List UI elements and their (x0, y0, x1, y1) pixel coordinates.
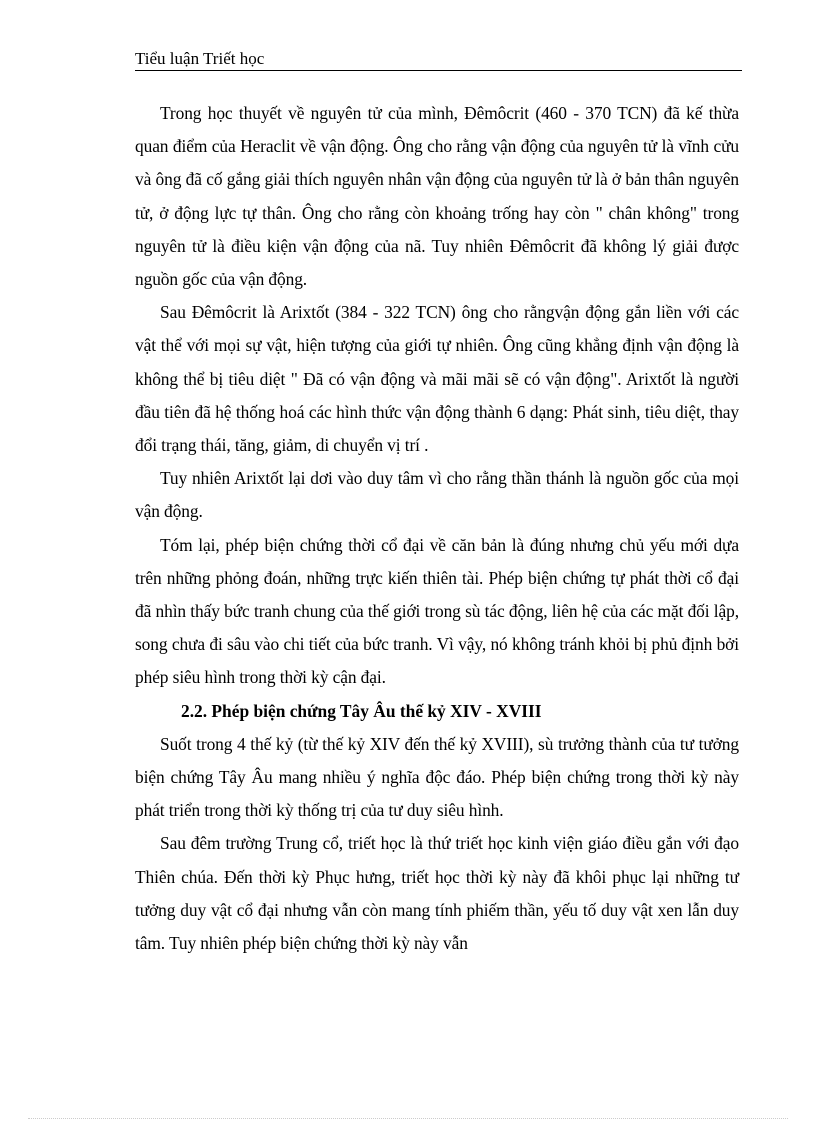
header-title: Tiểu luận Triết học (135, 49, 265, 68)
page-header (135, 48, 742, 71)
page-bottom-border (28, 1118, 788, 1119)
paragraph-aristotle: Sau Đêmôcrit là Arixtốt (384 - 322 TCN) ông cho rằngvận động gắn liền với các vật thể với mọi sự vật, hiện tượng của giới tự nhiên. Ông cũng khẳng định vận động là không thể bị tiêu diệt " Đã có vận động và mãi mãi sẽ có vận động". Arixtốt là người đầu tiên đã hệ thống hoá các hình thức vận động thành 6 dạng: Phát sinh, tiêu diệt, thay đổi trạng thái, tăng, giảm, di chuyển vị trí . (135, 302, 739, 456)
paragraph-democritus: Trong học thuyết về nguyên tử của mình, Đêmôcrit (460 - 370 TCN) đã kế thừa quan điểm của Heraclit về vận động. Ông cho rằng vận động của nguyên tử là vĩnh cửu và ông đã cố gắng giải thích nguyên nhân vận động của nguyên tử là ở bản thân nguyên tử, ở động lực tự thân. Ông cho rằng còn khoảng trống hay còn " chân không" trong nguyên tử là điều kiện vận động của nã. Tuy nhiên Đêmôcrit đã không lý giải được nguồn gốc của vận động. (135, 103, 739, 290)
paragraph-aristotle-idealism: Tuy nhiên Arixtốt lại dơi vào duy tâm vì cho rằng thần thánh là nguồn gốc của mọi vận động. (135, 468, 739, 522)
paragraph-renaissance: Sau đêm trường Trung cổ, triết học là thứ triết học kinh viện giáo điều gắn với đạo Thiên chúa. Đến thời kỳ Phục hưng, triết học thời kỳ này đã khôi phục lại những tư tưởng duy vật cổ đại nhưng vẫn còn mang tính phiếm thần, yếu tố duy vật xen lẫn duy tâm. Tuy nhiên phép biện chứng thời kỳ này vẫn (135, 833, 739, 954)
section-heading: 2.2. Phép biện chứng Tây Âu thế kỷ XIV - XVIII (181, 700, 542, 721)
paragraph-four-centuries: Suốt trong 4 thế kỷ (từ thế kỷ XIV đến thế kỷ XVIII), sù trưởng thành của tư tưởng biện chứng Tây Âu mang nhiều ý nghĩa độc đáo. Phép biện chứng trong thời kỳ này phát triển trong thời kỳ thống trị của tư duy siêu hình. (135, 733, 739, 821)
paragraph-summary: Tóm lại, phép biện chứng thời cổ đại về căn bản là đúng nhưng chủ yếu mới dựa trên những phỏng đoán, những trực kiến thiên tài. Phép biện chứng tự phát thời cổ đại đã nhìn thấy bức tranh chung của thế giới trong sù tác động, liên hệ của các mặt đối lập, song chưa đi sâu vào chi tiết của bức tranh. Vì vậy, nó không tránh khỏi bị phủ định bởi phép siêu hình trong thời kỳ cận đại. (135, 534, 739, 688)
document-body (135, 97, 739, 960)
